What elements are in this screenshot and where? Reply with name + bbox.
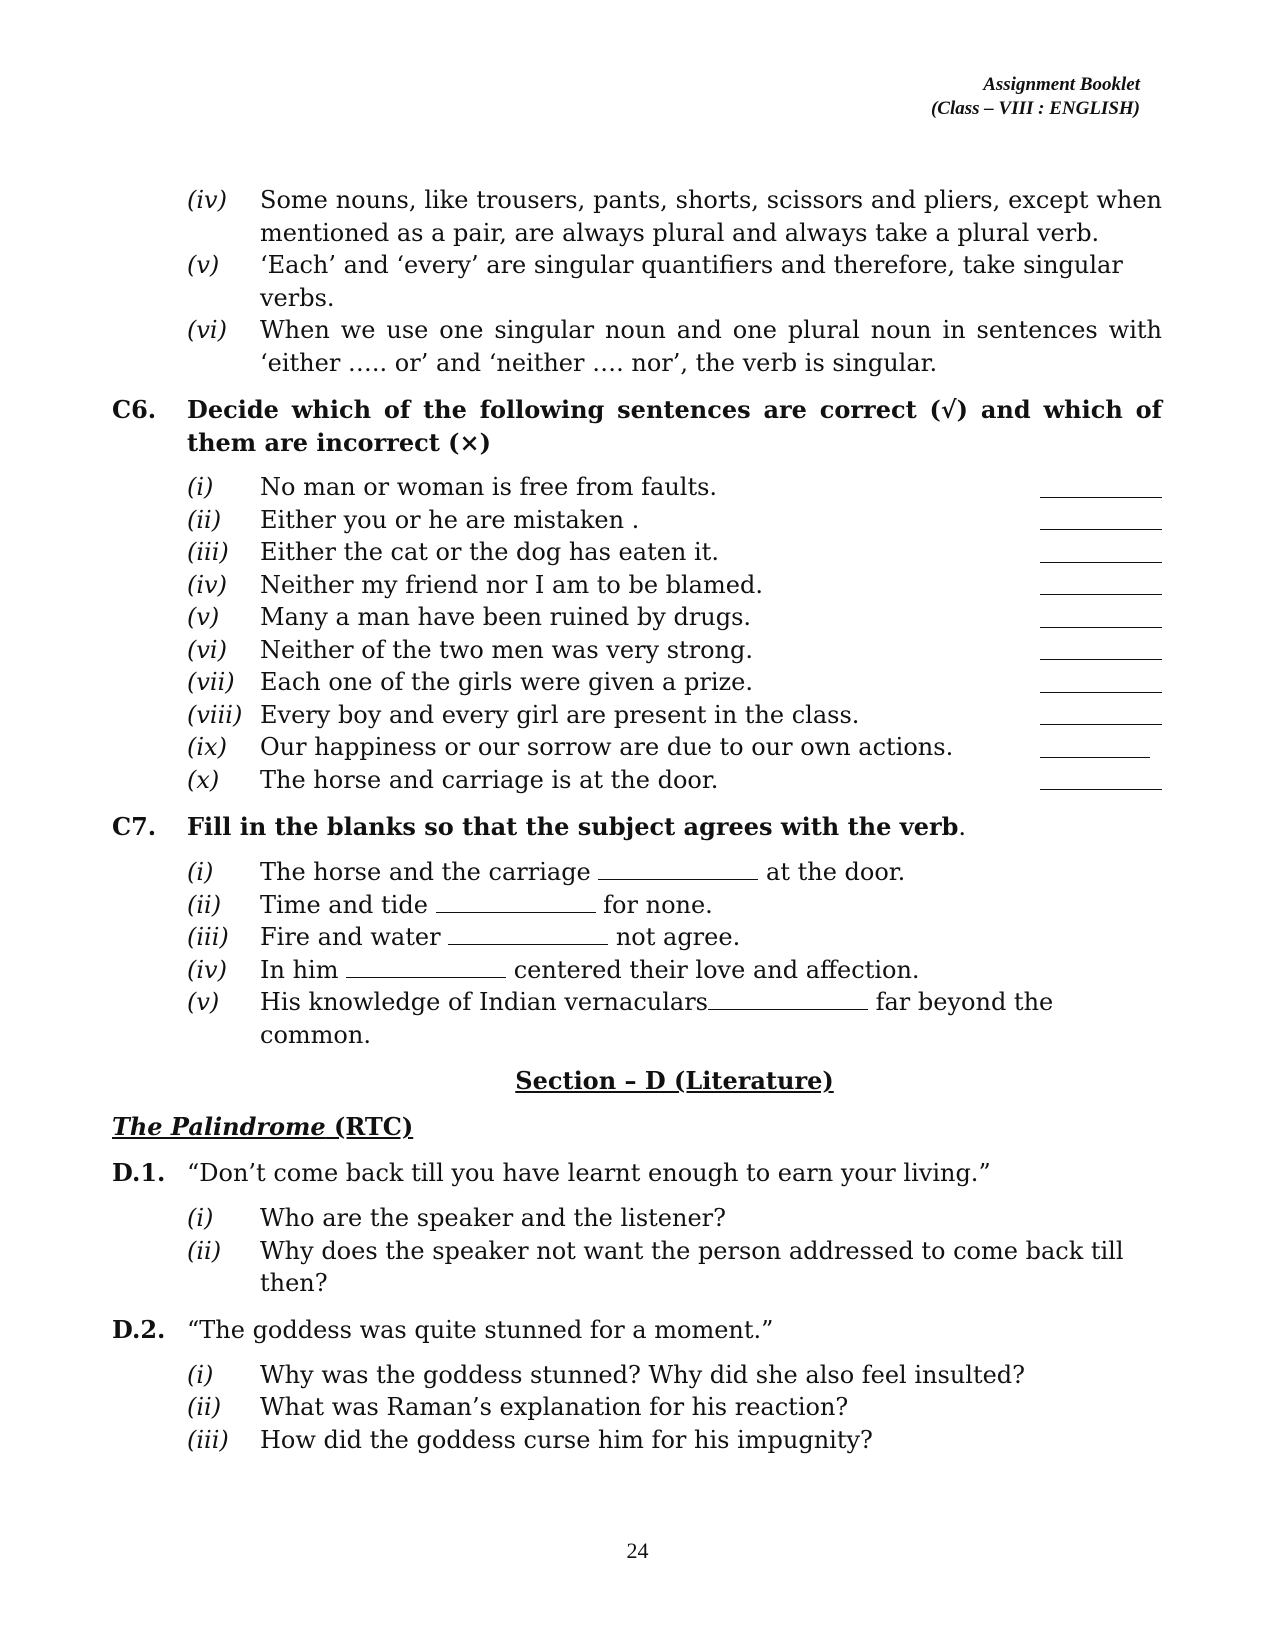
page-header: [931, 73, 1140, 121]
item-number: (ii): [187, 1236, 222, 1265]
item-number: (ii): [187, 890, 222, 919]
d2-item: [112, 1424, 1162, 1457]
c7-item: [112, 921, 1162, 954]
item-text-before: The horse and the carriage: [260, 858, 599, 886]
c6-item: [112, 504, 1162, 537]
rule-number: (vi): [187, 316, 227, 344]
item-number: (i): [187, 858, 214, 886]
rule-item: [112, 314, 1162, 379]
page-number: 24: [626, 1538, 649, 1563]
item-number: (ix): [187, 733, 227, 761]
c6-item: [112, 471, 1162, 504]
item-text-after: centered their love and affection.: [506, 955, 920, 984]
rule-text: ‘Each’ and ‘every’ are singular quantifiers and therefore, take singular verbs.: [260, 251, 1123, 312]
item-text: Each one of the girls were given a prize.: [260, 668, 753, 696]
fill-blank[interactable]: [598, 859, 758, 880]
answer-blank[interactable]: [1040, 497, 1162, 498]
item-text: Either the cat or the dog has eaten it.: [260, 538, 719, 566]
item-text: Our happiness or our sorrow are due to our own actions.: [260, 733, 954, 761]
item-text-after: at the door.: [758, 858, 906, 886]
item-number: (v): [187, 988, 220, 1016]
c7-item: [112, 856, 1162, 889]
item-text: Every boy and every girl are present in the class.: [260, 700, 860, 729]
c6-item: [112, 699, 1162, 732]
question-number: D.1.: [112, 1158, 166, 1187]
c7-item: [112, 889, 1162, 922]
item-text-before: Fire and water: [260, 923, 449, 951]
fill-blank[interactable]: [448, 924, 608, 945]
item-number: (i): [187, 1360, 214, 1389]
question-quote: “Don’t come back till you have learnt enough to earn your living.”: [187, 1159, 991, 1187]
rule-text: Some nouns, like trousers, pants, shorts, scissors and pliers, except when mentioned as a pair, are always plural and always take a plural verb.: [260, 186, 1162, 247]
rule-number: (v): [187, 251, 220, 279]
item-number: (ii): [187, 505, 222, 534]
c6-item: [112, 536, 1162, 569]
booklet-title: Assignment Booklet: [983, 74, 1140, 95]
c7-item: [112, 954, 1162, 987]
c7-items: [112, 856, 1162, 1051]
c6-item: [112, 569, 1162, 602]
question-number: C7.: [112, 812, 157, 841]
c6-item: [112, 666, 1162, 699]
item-number: (vii): [187, 668, 235, 696]
rule-text: When we use one singular noun and one plural noun in sentences with ‘either ….. or’ and ‘neither …. nor’, the verb is singular.: [260, 316, 1162, 377]
item-number: (iii): [187, 923, 229, 951]
question-number: D.2.: [112, 1314, 166, 1344]
fill-blank[interactable]: [346, 957, 506, 978]
item-number: (iii): [187, 1425, 229, 1454]
c6-item: [112, 634, 1162, 667]
rule-item: [112, 249, 1162, 314]
story-title: [112, 1110, 1162, 1143]
question-d2-heading: [112, 1313, 1162, 1347]
page-content: [112, 184, 1162, 1456]
item-number: (i): [187, 1204, 214, 1232]
item-text: Neither my friend nor I am to be blamed.: [260, 570, 763, 599]
c7-item: [112, 986, 1162, 1051]
item-text-before: In him: [260, 955, 347, 984]
question-title-end: .: [958, 813, 967, 841]
d2-item: [112, 1391, 1162, 1424]
c6-item: [112, 764, 1162, 797]
item-number: (iii): [187, 538, 229, 566]
item-text-before: His knowledge of Indian vernaculars: [260, 988, 708, 1016]
answer-blank[interactable]: [1040, 789, 1162, 790]
question-title: Decide which of the following sentences are correct (√) and which of them are incorrect (×): [187, 395, 1162, 457]
item-text: Either you or he are mistaken .: [260, 505, 640, 534]
c6-items: [112, 471, 1162, 796]
item-text: Neither of the two men was very strong.: [260, 635, 754, 664]
item-number: (iv): [187, 570, 227, 599]
item-text: No man or woman is free from faults.: [260, 473, 718, 501]
question-number: C6.: [112, 395, 157, 424]
section-d-title: Section – D (Literature): [515, 1066, 834, 1095]
item-number: (ii): [187, 1393, 222, 1421]
fill-blank[interactable]: [436, 892, 596, 913]
fill-blank[interactable]: [708, 989, 868, 1010]
d2-items: [112, 1359, 1162, 1457]
question-c6-heading: [112, 393, 1162, 459]
item-text: How did the goddess curse him for his impugnity?: [260, 1425, 873, 1454]
item-number: (v): [187, 603, 220, 631]
answer-blank[interactable]: [1040, 562, 1162, 563]
item-text: What was Raman’s explanation for his reaction?: [260, 1393, 849, 1421]
question-quote: “The goddess was quite stunned for a moment.”: [187, 1315, 774, 1344]
item-number: (i): [187, 473, 214, 501]
c6-item: [112, 731, 1162, 764]
item-text-after: far beyond the common.: [260, 988, 1054, 1049]
story-name: The Palindrome: [112, 1112, 326, 1141]
story-tag: (RTC): [325, 1112, 414, 1141]
class-subject: (Class – VIII : ENGLISH): [930, 98, 1140, 119]
answer-blank[interactable]: [1040, 724, 1162, 725]
question-title: Fill in the blanks so that the subject agrees with the verb: [187, 812, 959, 841]
d1-item: [112, 1202, 1162, 1235]
item-text: Who are the speaker and the listener?: [260, 1204, 726, 1232]
answer-blank[interactable]: [1040, 627, 1162, 628]
d1-items: [112, 1202, 1162, 1300]
item-text: Many a man have been ruined by drugs.: [260, 603, 752, 631]
d1-item: [112, 1235, 1162, 1300]
rule-number: (iv): [187, 186, 227, 214]
item-text: Why was the goddess stunned? Why did she also feel insulted?: [260, 1360, 1026, 1389]
answer-blank[interactable]: [1040, 659, 1162, 660]
item-text: The horse and carriage is at the door.: [260, 765, 719, 794]
answer-blank[interactable]: [1040, 692, 1162, 693]
item-number: (x): [187, 765, 220, 794]
answer-blank[interactable]: [1040, 529, 1162, 530]
rules-list: [112, 184, 1162, 379]
rule-item: [112, 184, 1162, 249]
item-number: (vi): [187, 635, 227, 664]
question-c7-heading: [112, 810, 1162, 844]
c6-item: [112, 601, 1162, 634]
item-text-after: not agree.: [608, 923, 741, 951]
item-text-after: for none.: [595, 890, 713, 919]
answer-blank[interactable]: [1040, 757, 1150, 758]
answer-blank[interactable]: [1040, 594, 1162, 595]
item-number: (iv): [187, 955, 227, 984]
item-number: (viii): [187, 700, 243, 729]
question-d1-heading: [112, 1156, 1162, 1190]
item-text: Why does the speaker not want the person addressed to come back till then?: [260, 1236, 1124, 1297]
item-text-before: Time and tide: [260, 890, 436, 919]
d2-item: [112, 1359, 1162, 1392]
